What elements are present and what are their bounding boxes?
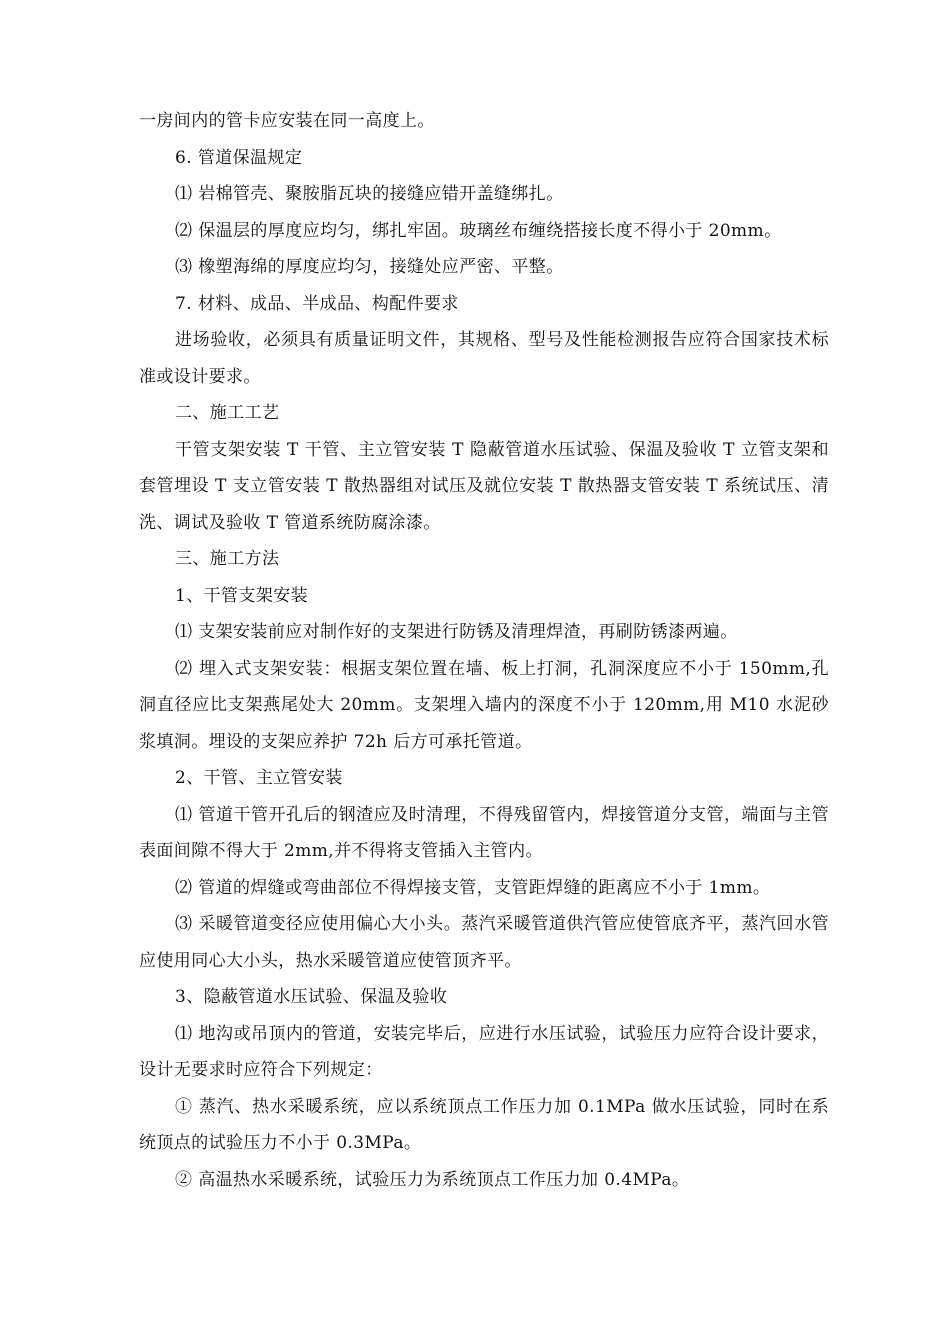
paragraph-9: 干管支架安装 T 干管、主立管安装 T 隐蔽管道水压试验、保温及验收 T 立管支架和套管埋设 T 支立管安装 T 散热器组对试压及就位安装 T 散热器支管安装 T 系统试压、清洗、调试及验收 T 管道系统防腐涂漆。 [139,439,829,533]
paragraph-14: 2、干管、主立管安装 [175,768,343,788]
paragraph-12: ⑴ 支架安装前应对制作好的支架进行防锈及清理焊渣，再刷防锈漆两遍。 [175,622,738,642]
paragraph-6: 7. 材料、成品、半成品、构配件要求 [175,293,459,314]
paragraph-15: ⑴ 管道干管开孔后的钢渣应及时清理，不得残留管内，焊接管道分支管，端面与主管表面间隙不得大于 2mm,并不得将支管插入主管内。 [139,804,829,861]
paragraph-16: ⑵ 管道的焊缝或弯曲部位不得焊接支管，支管距焊缝的距离应不小于 1mm。 [175,877,771,898]
paragraph-20: ① 蒸汽、热水采暖系统，应以系统顶点工作压力加 0.1MPa 做水压试验，同时在系统顶点的试验压力不小于 0.3MPa。 [139,1096,829,1153]
paragraph-13: ⑵ 埋入式支架安装：根据支架位置在墙、板上打洞，孔洞深度应不小于 150mm,孔洞直径应比支架燕尾处大 20mm。支架埋入墙内的深度不小于 120mm,用 M10 水泥砂浆填洞。埋设的支架应养护 72h 后方可承托管道。 [139,658,829,752]
paragraph-5: ⑶ 橡塑海绵的厚度应均匀，接缝处应严密、平整。 [175,257,564,277]
paragraph-1: 一房间内的管卡应安装在同一高度上。 [139,111,435,131]
paragraph-2: 6. 管道保温规定 [175,147,303,168]
document-body [139,103,829,1198]
paragraph-11: 1、干管支架安装 [175,585,309,606]
paragraph-3: ⑴ 岩棉管壳、聚胺脂瓦块的接缝应错开盖缝绑扎。 [175,184,564,204]
paragraph-21: ② 高温热水采暖系统，试验压力为系统顶点工作压力加 0.4MPa。 [175,1169,690,1190]
paragraph-7: 进场验收，必须具有质量证明文件，其规格、型号及性能检测报告应符合国家技术标准或设计要求。 [139,330,829,387]
paragraph-4: ⑵ 保温层的厚度应均匀，绑扎牢固。玻璃丝布缠绕搭接长度不得小于 20mm。 [175,220,782,241]
paragraph-10: 三、施工方法 [175,549,280,569]
paragraph-19: ⑴ 地沟或吊顶内的管道，安装完毕后，应进行水压试验，试验压力应符合设计要求，设计无要求时应符合下列规定： [139,1023,829,1080]
paragraph-18: 3、隐蔽管道水压试验、保温及验收 [175,987,448,1007]
paragraph-17: ⑶ 采暖管道变径应使用偏心大小头。蒸汽采暖管道供汽管应使管底齐平，蒸汽回水管应使用同心大小头，热水采暖管道应使管顶齐平。 [139,914,829,971]
paragraph-8: 二、施工工艺 [175,403,280,423]
